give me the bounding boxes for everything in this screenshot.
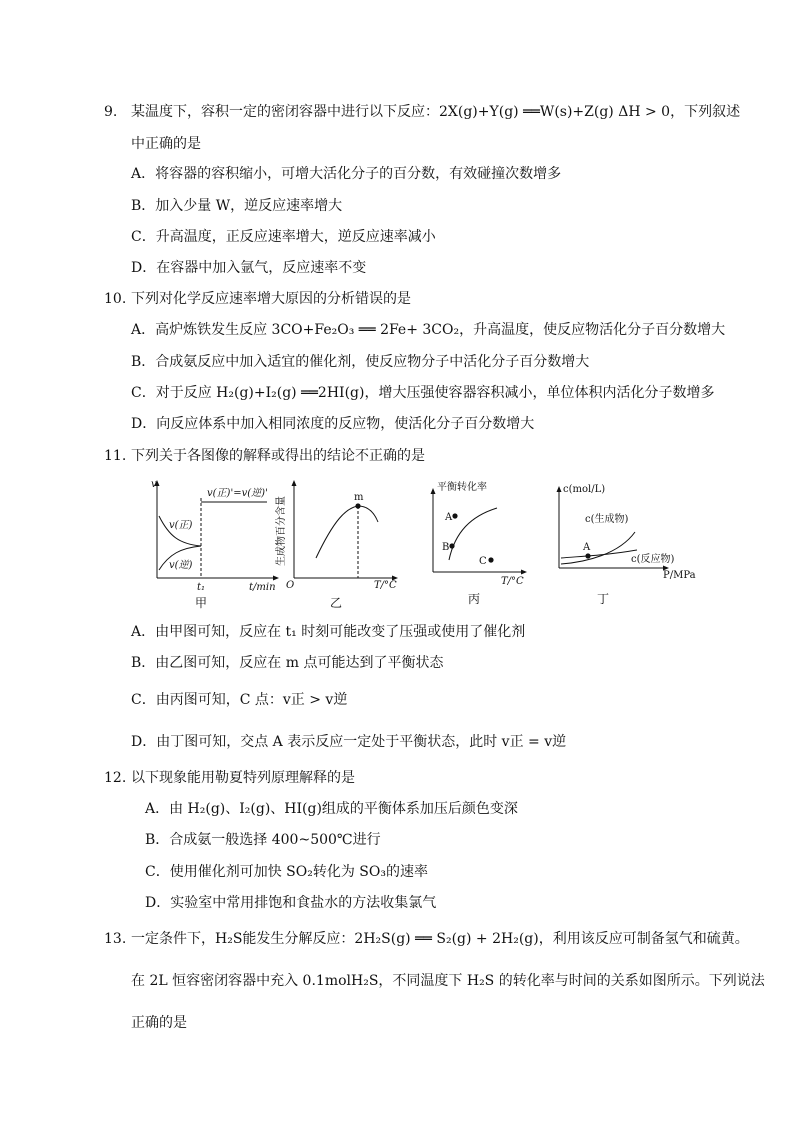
ding-x-axis-label: P/MPa bbox=[663, 570, 696, 581]
ding-caption: 丁 bbox=[597, 592, 610, 606]
yi-point-m: m bbox=[354, 492, 364, 503]
jia-x-axis-label: t/min bbox=[249, 582, 276, 593]
figure-ding bbox=[555, 478, 705, 594]
q13-line3: 正确的是 bbox=[131, 1015, 187, 1031]
ding-curve2-label: c(反应物) bbox=[631, 554, 675, 565]
q11-number: 11. bbox=[104, 448, 127, 464]
jia-top-label: v(正)'=v(逆)' bbox=[207, 488, 268, 499]
ding-y-axis-label: c(mol/L) bbox=[563, 484, 606, 495]
figure-jia bbox=[145, 478, 285, 594]
q11-option-a: A．由甲图可知，反应在 t₁ 时刻可能改变了压强或使用了催化剂 bbox=[131, 624, 526, 640]
q11-stem: 下列关于各图像的解释或得出的结论不正确的是 bbox=[131, 448, 425, 464]
yi-caption: 乙 bbox=[330, 596, 343, 610]
figure-yi bbox=[272, 478, 402, 594]
q12-option-d: D．实验室中常用排饱和食盐水的方法收集氯气 bbox=[145, 895, 437, 911]
yi-origin: O bbox=[286, 580, 295, 591]
jia-t1-label: t₁ bbox=[197, 582, 206, 593]
q13-number: 13. bbox=[104, 931, 127, 947]
q11-option-b: B．由乙图可知，反应在 m 点可能达到了平衡状态 bbox=[131, 655, 444, 671]
q10-stem: 下列对化学反应速率增大原因的分析错误的是 bbox=[131, 291, 411, 307]
q9-option-b: B．加入少量 W，逆反应速率增大 bbox=[131, 198, 343, 214]
jia-y-axis-label: v bbox=[151, 479, 157, 490]
bing-point-a: A bbox=[445, 512, 453, 523]
q10-option-c: C．对于反应 H₂(g)+I₂(g) ══2HI(g)，增大压强使容器容积减小，单位体积内活化分子数增多 bbox=[131, 385, 715, 401]
q9-option-c: C．升高温度，正反应速率增大，逆反应速率减小 bbox=[131, 229, 436, 245]
q12-stem: 以下现象能用勒夏特列原理解释的是 bbox=[131, 770, 355, 786]
q9-option-a: A．将容器的容积缩小，可增大活化分子的百分数，有效碰撞次数增多 bbox=[131, 166, 562, 182]
bing-point-b: B bbox=[442, 542, 450, 553]
q12-option-a: A．由 H₂(g)、I₂(g)、HI(g)组成的平衡体系加压后颜色变深 bbox=[145, 801, 518, 817]
q11-option-c: C．由丙图可知，C 点：v正 > v逆 bbox=[131, 692, 348, 708]
bing-y-axis-label: 平衡转化率 bbox=[437, 482, 487, 493]
figure-bing bbox=[425, 478, 535, 594]
q12-number: 12. bbox=[104, 770, 127, 786]
ding-point-a: A bbox=[583, 542, 591, 553]
q10-option-a: A．高炉炼铁发生反应 3CO+Fe₂O₃ ══ 2Fe+ 3CO₂，升高温度，使反应物活化分子百分数增大 bbox=[131, 322, 726, 338]
q10-option-b: B．合成氨反应中加入适宜的催化剂，使反应物分子中活化分子百分数增大 bbox=[131, 354, 590, 370]
bing-point-c: C bbox=[479, 556, 487, 567]
q13-line1: 一定条件下，H₂S能发生分解反应：2H₂S(g) ══ S₂(g) + 2H₂(g)，利用该反应可制备氢气和硫黄。 bbox=[131, 931, 749, 947]
q12-option-c: C．使用催化剂可加快 SO₂转化为 SO₃的速率 bbox=[145, 864, 428, 880]
yi-x-axis-label: T/°C bbox=[374, 580, 397, 591]
q10-option-d: D．向反应体系中加入相同浓度的反应物，使活化分子百分数增大 bbox=[131, 416, 535, 432]
jia-vni-label: v(逆) bbox=[169, 560, 193, 571]
q11-option-d: D．由丁图可知，交点 A 表示反应一定处于平衡状态，此时 v正 = v逆 bbox=[131, 734, 567, 750]
ding-curve1-label: c(生成物) bbox=[585, 514, 629, 525]
q10-number: 10. bbox=[104, 291, 127, 307]
q9-stem-line2: 中正确的是 bbox=[131, 136, 201, 152]
jia-caption: 甲 bbox=[195, 596, 208, 610]
jia-vzheng-label: v(正) bbox=[169, 520, 193, 531]
yi-y-axis-label: 生成物百分含量 bbox=[276, 496, 287, 566]
q13-line2: 在 2L 恒容密闭容器中充入 0.1molH₂S，不同温度下 H₂S 的转化率与时间的关系如图所示。下列说法 bbox=[131, 973, 765, 989]
q12-option-b: B．合成氨一般选择 400~500℃进行 bbox=[145, 832, 381, 848]
q9-option-d: D．在容器中加入氩气，反应速率不变 bbox=[131, 260, 367, 276]
bing-caption: 丙 bbox=[468, 592, 481, 606]
q9-stem-line1: 某温度下，容积一定的密闭容器中进行以下反应：2X(g)+Y(g) ══W(s)+Z(g) ΔH > 0，下列叙述 bbox=[131, 104, 741, 120]
q9-number: 9. bbox=[104, 104, 118, 120]
bing-x-axis-label: T/°C bbox=[501, 576, 524, 587]
